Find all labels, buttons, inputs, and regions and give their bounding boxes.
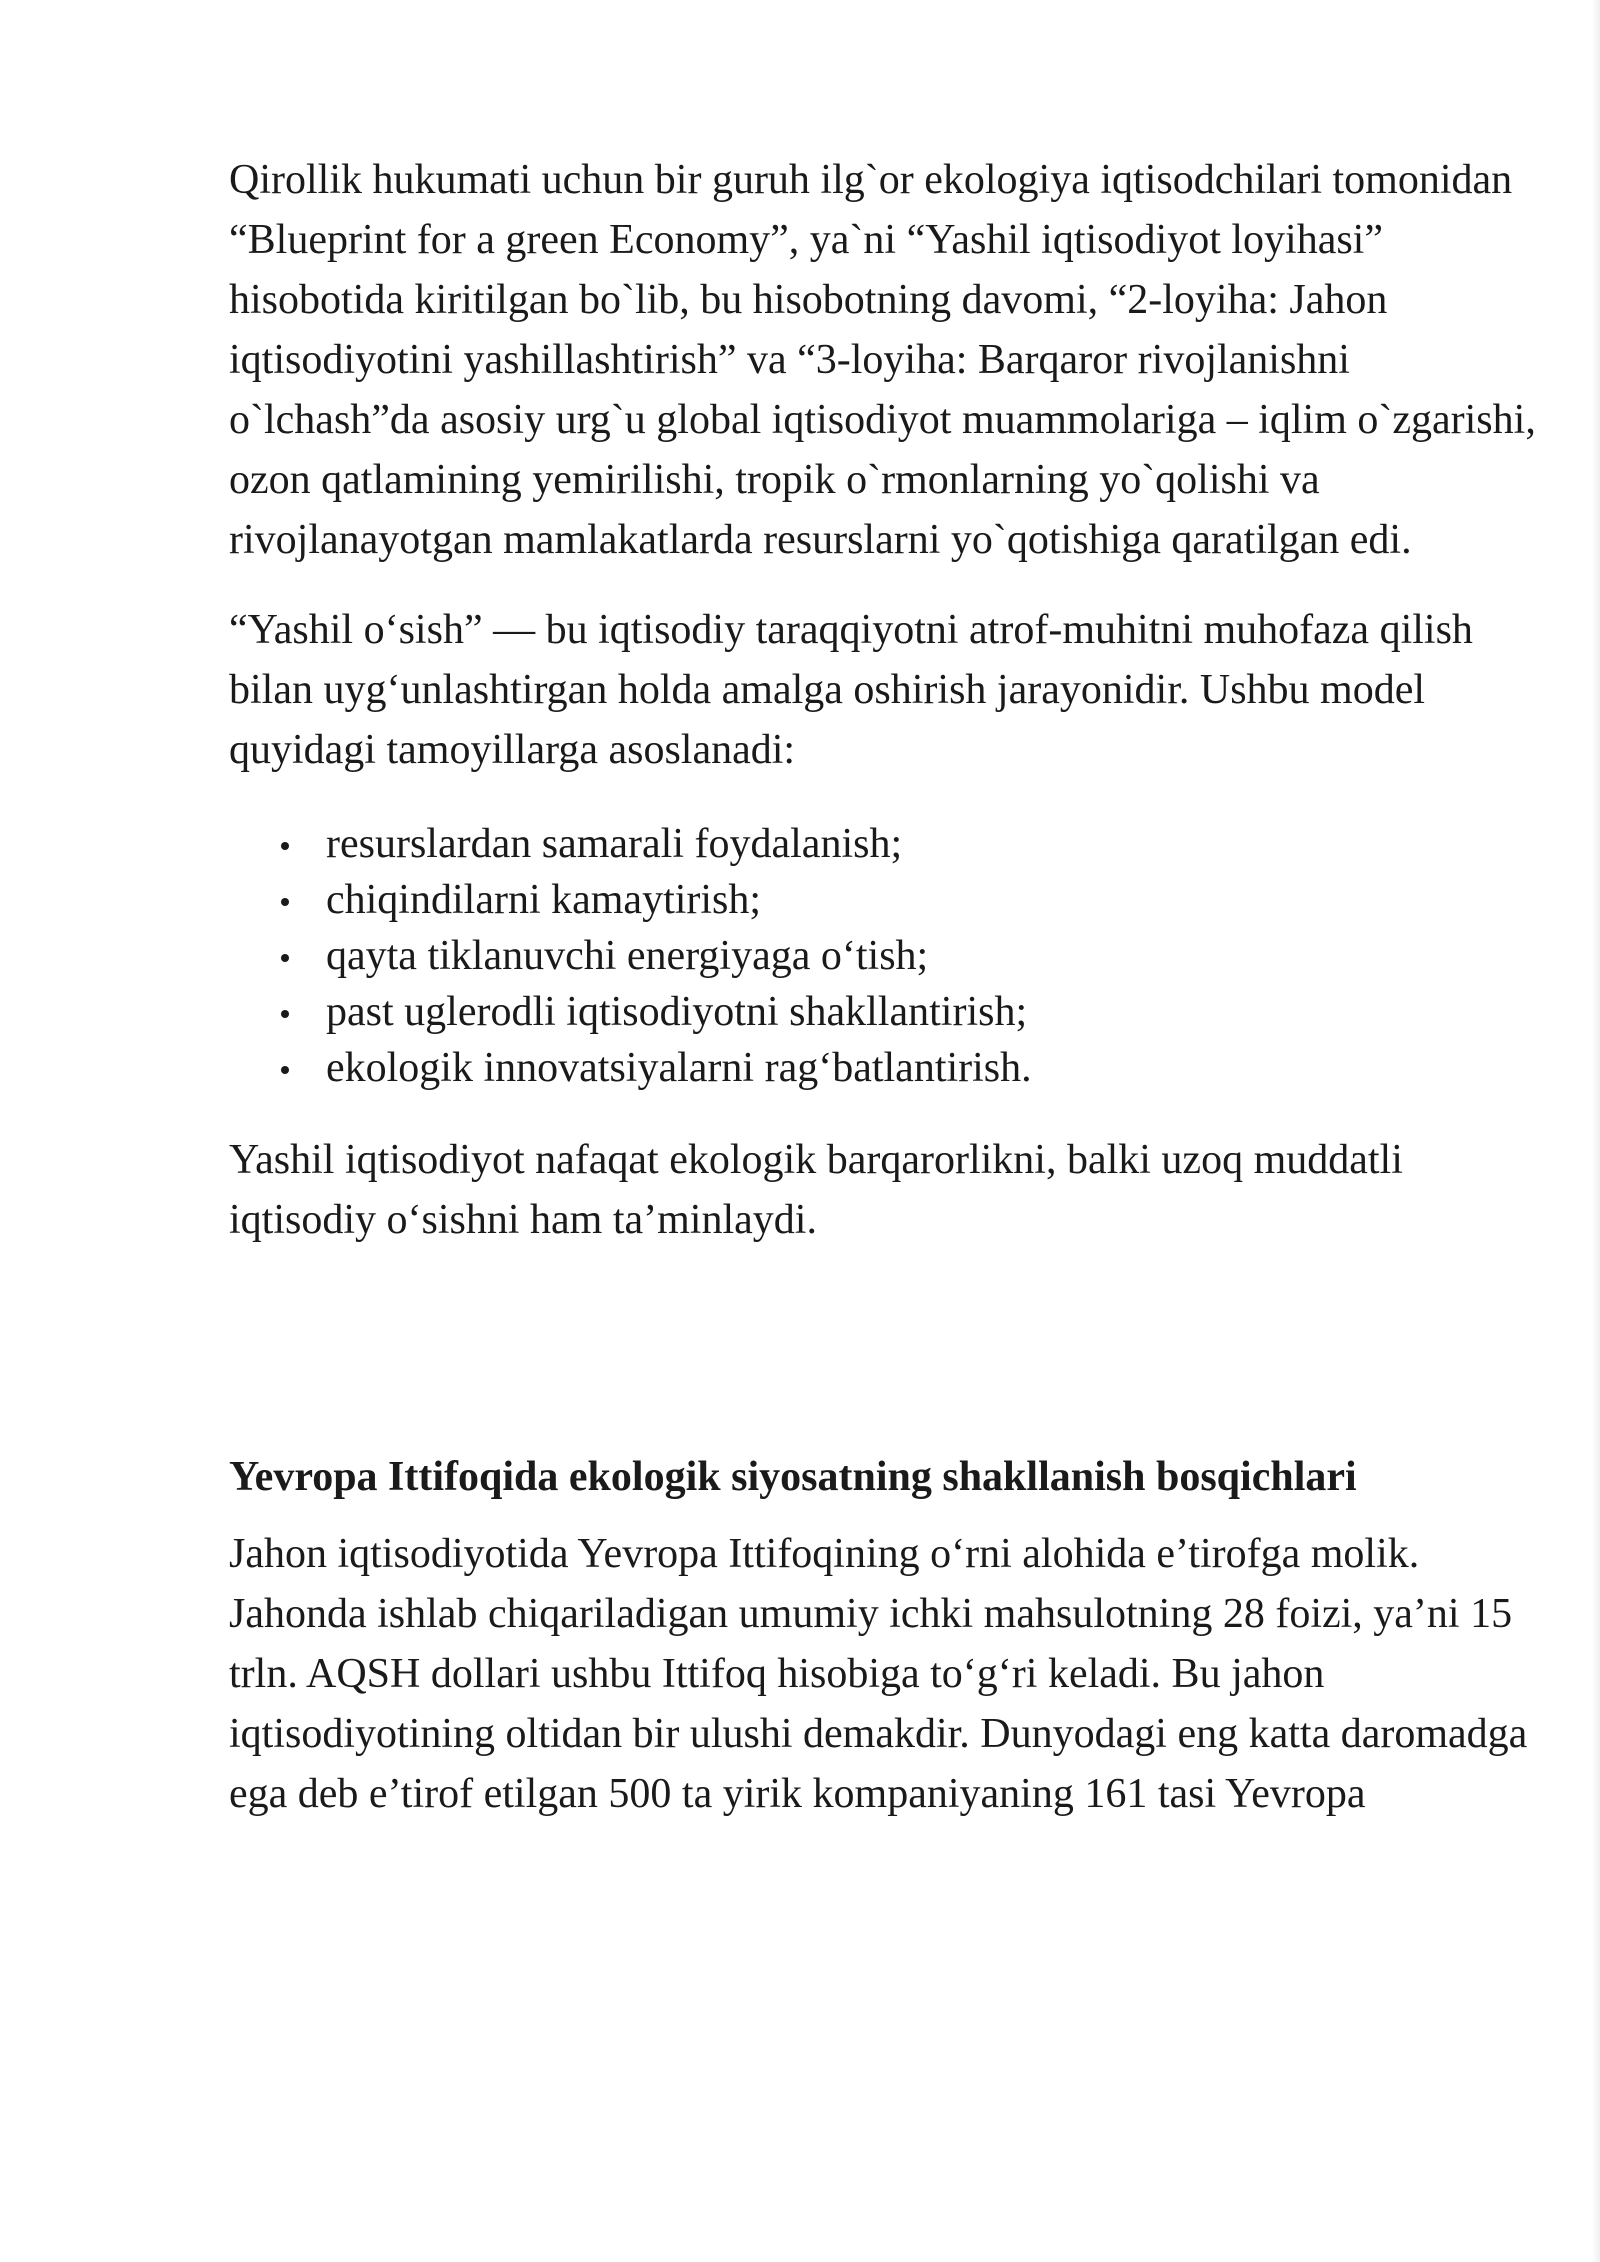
list-item <box>229 984 1539 1040</box>
page-content <box>229 150 1539 1824</box>
bullet-icon <box>281 1010 289 1018</box>
list-item-text: chiqindilarni kamaytirish; <box>326 877 762 923</box>
bullet-icon <box>281 842 289 850</box>
conclusion-paragraph: Yashil iqtisodiyot nafaqat ekologik barqarorlikni, balki uzoq muddatli iqtisodiy o‘sishni ham ta’minlaydi. <box>229 1137 1403 1243</box>
list-item-text: qayta tiklanuvchi energiyaga o‘tish; <box>326 933 929 979</box>
list-item <box>229 816 1539 872</box>
list-item-text: resurslardan samarali foydalanish; <box>326 821 903 867</box>
principles-list <box>229 816 1539 1096</box>
bullet-icon <box>281 954 289 962</box>
list-item-text: past uglerodli iqtisodiyotni shakllantirish; <box>326 989 1028 1035</box>
intro-paragraph: Qirollik hukumati uchun bir guruh ilg`or ekologiya iqtisodchilari tomonidan “Blueprint for a green Economy”, ya`ni “Yashil iqtisodiyot loyihasi” hisobotida kiritilgan bo`lib, bu hisobotning davomi, “2-loyiha: Jahon iqtisodiyotini yashillashtirish” va “3-loyiha: Barqaror rivojlanishni o`lchash”da asosiy urg`u global iqtisodiyot muammolariga – iqlim o`zgarishi, ozon qatlamining yemirilishi, tropik o`rmonlarning yo`qolishi va rivojlanayotgan mamlakatlarda resurslarni yo`qotishiga qaratilgan edi. <box>229 157 1536 563</box>
list-item <box>229 872 1539 928</box>
green-growth-paragraph: “Yashil o‘sish” — bu iqtisodiy taraqqiyotni atrof-muhitni muhofaza qilish bilan uyg‘unlashtirgan holda amalga oshirish jarayonidir. Ushbu model quyidagi tamoyillarga asoslanadi: <box>229 607 1473 773</box>
section-heading: Yevropa Ittifoqida ekologik siyosatning shakllanish bosqichlari <box>229 1454 1357 1500</box>
list-item-text: ekologik innovatsiyalarni rag‘batlantirish. <box>326 1045 1032 1091</box>
list-item <box>229 1040 1539 1096</box>
page-edge-shadow <box>1592 0 1600 2262</box>
list-item <box>229 928 1539 984</box>
eu-intro-paragraph: Jahon iqtisodiyotida Yevropa Ittifoqining o‘rni alohida e’tirofga molik. Jahonda ishlab chiqariladigan umumiy ichki mahsulotning 28 foizi, ya’ni 15 trln. AQSH dollari ushbu Ittifoq hisobiga to‘g‘ri keladi. Bu jahon iqtisodiyotining oltidan bir ulushi demakdir. Dunyodagi eng katta daromadga ega deb e’tirof etilgan 500 ta yirik kompaniyaning 161 tasi Yevropa <box>229 1531 1528 1817</box>
bullet-icon <box>281 898 289 906</box>
bullet-icon <box>281 1066 289 1074</box>
